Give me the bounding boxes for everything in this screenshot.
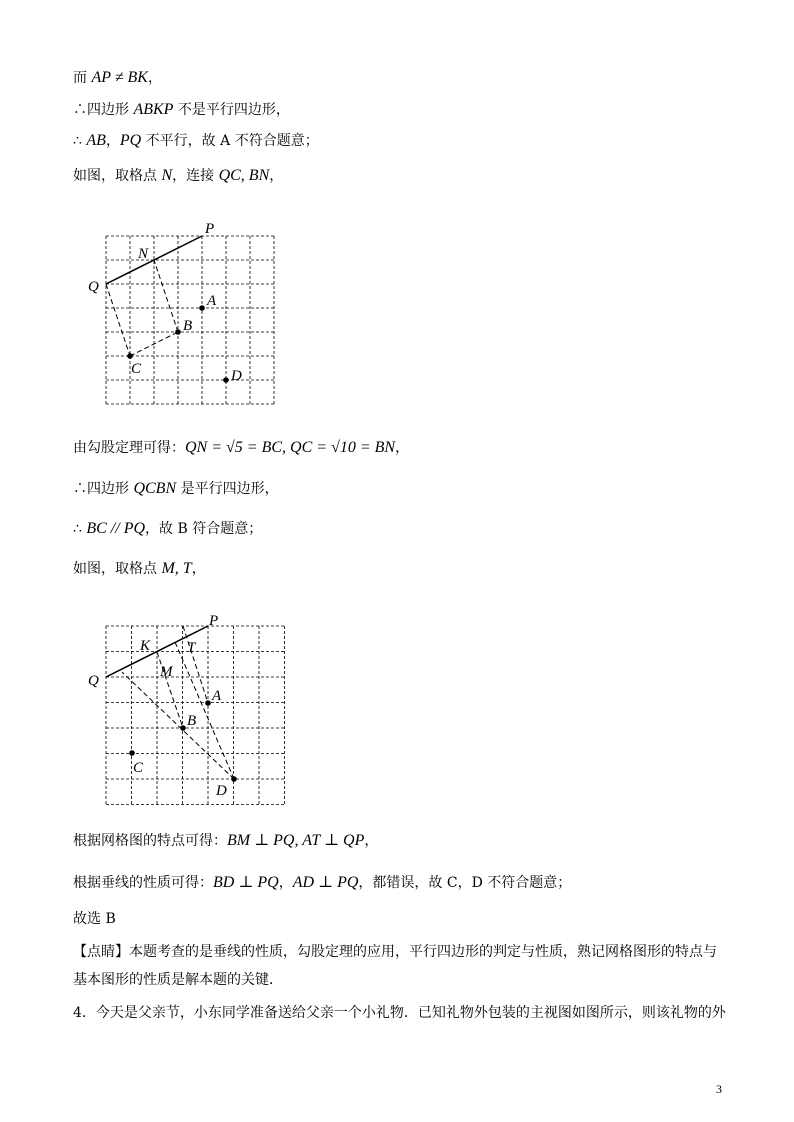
- label-A: A: [207, 293, 217, 309]
- label-Q: Q: [88, 673, 99, 689]
- line-1: 而 AP ≠ BK，: [73, 69, 162, 86]
- label-C: C: [131, 361, 142, 377]
- label-Q: Q: [88, 279, 99, 295]
- label-B: B: [183, 318, 193, 334]
- page-number: 3: [716, 1082, 722, 1096]
- label-P: P: [205, 221, 215, 237]
- label-D: D: [216, 783, 227, 799]
- label-D: D: [231, 368, 242, 384]
- label-K: K: [140, 638, 151, 654]
- label-T: T: [187, 640, 196, 656]
- line-9: 根据网格图的特点可得：BM ⊥ PQ, AT ⊥ QP，: [73, 832, 379, 849]
- line-11: 故选 B: [73, 911, 116, 927]
- line-4: 如图，取格点 N，连接 QC, BN，: [73, 167, 284, 184]
- line-12: 【点睛】本题考查的是垂线的性质，勾股定理的应用，平行四边形的判定与性质，熟记网格图形的特点与: [73, 944, 717, 960]
- line-8: 如图，取格点 M, T，: [73, 560, 206, 577]
- label-M: M: [160, 664, 173, 680]
- label-P: P: [209, 613, 219, 629]
- line-7: ∴ BC // PQ，故 B 符合题意；: [73, 520, 263, 537]
- label-C: C: [133, 760, 144, 776]
- label-N: N: [138, 246, 149, 262]
- line-14: 4．今天是父亲节，小东同学准备送给父亲一个小礼物．已知礼物外包装的主视图如图所示，则该礼物的外: [73, 1005, 726, 1021]
- line-3: ∴ AB，PQ 不平行，故 A 不符合题意；: [73, 132, 319, 149]
- line-5: 由勾股定理可得：QN = √5 = BC, QC = √10 = BN，: [73, 439, 410, 456]
- label-B: B: [187, 713, 197, 729]
- label-A: A: [212, 688, 222, 704]
- line-13: 基本图形的性质是解本题的关键．: [73, 972, 283, 988]
- line-10: 根据垂线的性质可得：BD ⊥ PQ，AD ⊥ PQ，都错误，故 C，D 不符合题意；: [73, 874, 572, 891]
- line-2: ∴四边形 ABKP 不是平行四边形，: [73, 101, 290, 118]
- line-6: ∴四边形 QCBN 是平行四边形，: [73, 480, 279, 497]
